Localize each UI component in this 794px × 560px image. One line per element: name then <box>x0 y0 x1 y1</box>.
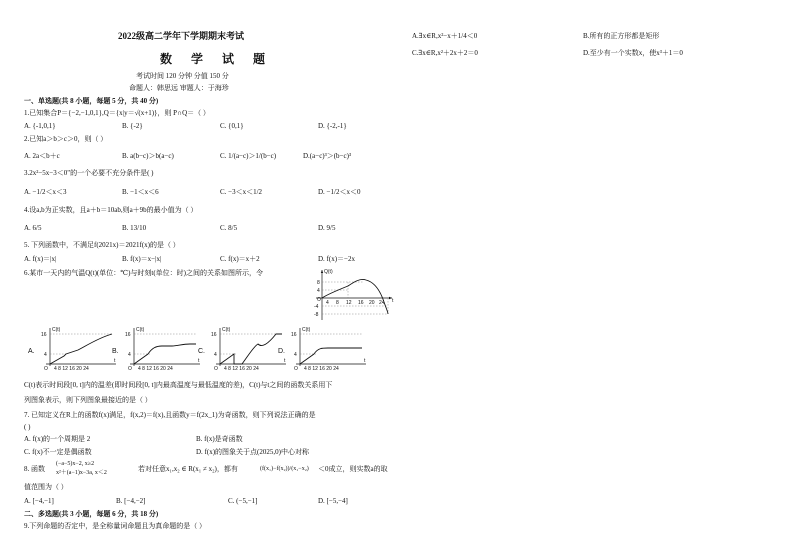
svg-text:4 8 12 16 20 24: 4 8 12 16 20 24 <box>54 366 89 372</box>
q8-option-b: B. [−4,−2] <box>116 497 146 505</box>
q4-option-c: C. 8/5 <box>220 224 238 232</box>
q3-option-d: D. −1/2＜x＜0 <box>318 188 361 196</box>
q4-option-a: A. 6/5 <box>24 224 42 232</box>
exam-info-time: 考试时间 120 分钟 分值 150 分 <box>136 72 229 80</box>
q4-option-d: D. 9/5 <box>318 224 336 232</box>
temperature-graph <box>308 268 394 320</box>
x-tick-4: 4 <box>326 300 329 306</box>
svg-text:C(t): C(t) <box>52 327 61 333</box>
q1-option-d: D. {-2,-1} <box>318 122 347 130</box>
x-tick-8: 8 <box>336 300 339 306</box>
x-tick-12: 12 <box>346 300 352 306</box>
q3-option-a: A. −1/2＜x＜3 <box>24 188 67 196</box>
question-1: 1.已知集合P＝{−2,−1,0,1},Q＝{x|y＝√(x+1)}，则 P∩Q＝（ ） <box>24 109 210 117</box>
q2-option-a: A. 2a＜b＋c <box>24 152 60 160</box>
graph-letter-d: D. <box>278 348 285 355</box>
y-tick-neg4: -4 <box>314 304 319 310</box>
graph-d-curve <box>300 348 362 364</box>
svg-text:16: 16 <box>41 332 47 338</box>
q3-option-c: C. −3＜x＜1/2 <box>220 188 263 196</box>
option-graph-b <box>110 326 202 370</box>
question-7: 7. 已知定义在R上的函数f(x)满足，f(x,2)＝f(x),且函数y＝f(2x_1)为奇函数，则下列说法正确的是 <box>24 411 316 419</box>
svg-text:t: t <box>364 358 366 364</box>
graph-letter-a: A. <box>28 348 35 355</box>
graph-a-curve <box>50 334 112 364</box>
x-tick-24: 24 <box>379 300 385 306</box>
q2-option-b: B. a(b−c)＞b(a−c) <box>122 152 174 160</box>
svg-text:C(t): C(t) <box>136 327 145 333</box>
q5-option-b: B. f(x)＝x−|x| <box>122 255 162 263</box>
question-3: 3.2x²−5x−3＜0"的一个必要不充分条件是( ) <box>24 169 154 177</box>
q1-option-a: A. {-1,0,1} <box>24 122 56 130</box>
q7-option-c: C. f(x)不一定是偶函数 <box>24 448 92 456</box>
question-2: 2.已知a＞b＞c＞0，则（ ） <box>24 135 108 143</box>
question-5: 5. 下列函数中，不满足f(2021x)＝2021f(x)的是（ ） <box>24 241 180 249</box>
option-graph-c <box>196 326 288 370</box>
q8-piece-1: (−a−5)x−2, x≥2 <box>56 461 95 467</box>
q1-option-b: B. {-2} <box>122 122 143 130</box>
svg-text:4 8 12 16 20 24: 4 8 12 16 20 24 <box>304 366 339 372</box>
subject-title: 数 学 试 题 <box>160 52 274 66</box>
q3-option-b: B. −1＜x＜6 <box>122 188 159 196</box>
y-tick-8: 8 <box>317 280 320 286</box>
svg-text:4: 4 <box>44 352 47 358</box>
q9-option-b: B.所有的正方形都是矩形 <box>583 32 660 40</box>
svg-text:16: 16 <box>211 332 217 338</box>
origin-label: O <box>317 297 321 303</box>
q5-option-a: A. f(x)＝|x| <box>24 255 57 263</box>
svg-text:4: 4 <box>214 352 217 358</box>
svg-text:4 8 12 16 20 24: 4 8 12 16 20 24 <box>138 366 173 372</box>
question-4: 4.设a,b为正实数，且a＋b＝10ab,则a＋9b的最小值为（ ） <box>24 206 198 214</box>
q8-option-a: A. [−4,−1] <box>24 497 54 505</box>
svg-text:O: O <box>294 366 298 372</box>
svg-text:t: t <box>198 358 200 364</box>
q4-option-b: B. 13/10 <box>122 224 147 232</box>
svg-text:4 8 12 16 20 24: 4 8 12 16 20 24 <box>224 366 259 372</box>
q8-piece-2: x²＋(a−1)x−3a, x＜2 <box>56 470 107 476</box>
svg-text:4: 4 <box>128 352 131 358</box>
question-8-start: 8. 函数 <box>24 465 45 473</box>
section-single-choice: 一、单选题(共 8 小题，每题 5 分，共 40 分) <box>24 97 159 105</box>
graph-letter-c: C. <box>198 348 205 355</box>
t-axis-label: t <box>392 298 394 304</box>
svg-text:t: t <box>114 358 116 364</box>
graph-c-curve <box>220 334 282 364</box>
option-graph-d <box>276 326 368 370</box>
svg-text:O: O <box>128 366 132 372</box>
q7-option-d: D. f(x)的图象关于点(2025,0)中心对称 <box>196 448 309 456</box>
question-9: 9.下列命题的否定中，是全称量词命题且为真命题的是（ ） <box>24 522 206 530</box>
question-8-end: ＜0成立，则实数a的取 <box>318 465 388 473</box>
q9-option-a: A.∃x∈R,x²−x＋1/4＜0 <box>412 32 478 40</box>
q2-option-d: D.(a−c)³＞(b−c)³ <box>303 152 352 160</box>
q9-option-c: C.∃x∈R,x²＋2x＋2＝0 <box>412 49 478 57</box>
q8-option-d: D. [−5,−4] <box>318 497 348 505</box>
q5-option-d: D. f(x)＝−2x <box>318 255 355 263</box>
svg-text:O: O <box>214 366 218 372</box>
question-7-paren: ( ) <box>24 423 31 431</box>
exam-info-authors: 命题人：韩思远 审题人：于海珍 <box>129 84 229 92</box>
q8-fraction: (f(x₁)−f(x₂))/(x₁−x₂) <box>260 466 309 472</box>
exam-title: 2022级高二学年下学期期末考试 <box>118 31 245 41</box>
question-6-tail-2: 列图象表示，则下列图象最接近的是（ ） <box>24 396 152 404</box>
y-tick-neg8: -8 <box>314 312 319 318</box>
x-tick-20: 20 <box>369 300 375 306</box>
svg-text:16: 16 <box>125 332 131 338</box>
svg-text:4: 4 <box>294 352 297 358</box>
q-axis-label: Q(t) <box>324 269 333 275</box>
q1-option-c: C. {0,1} <box>220 122 244 130</box>
q7-option-a: A. f(x)的一个周期是 2 <box>24 435 91 443</box>
temperature-curve <box>322 279 388 314</box>
y-tick-4: 4 <box>317 288 320 294</box>
svg-text:C(t): C(t) <box>302 327 311 333</box>
q7-option-b: B. f(x)是奇函数 <box>196 435 243 443</box>
svg-text:C(t): C(t) <box>222 327 231 333</box>
question-8-mid: 若对任意x₁,x₂ ∈ R(x₁ ≠ x₂)，都有 <box>138 465 238 473</box>
graph-letter-b: B. <box>112 348 119 355</box>
svg-text:t: t <box>284 358 286 364</box>
q5-option-c: C. f(x)＝x＋2 <box>220 255 260 263</box>
svg-text:16: 16 <box>291 332 297 338</box>
question-8-tail: 值范围为（ ） <box>24 483 68 491</box>
option-graph-a <box>26 326 118 370</box>
x-tick-16: 16 <box>358 300 364 306</box>
svg-text:O: O <box>44 366 48 372</box>
q8-option-c: C. (−5,−1] <box>228 497 258 505</box>
question-6: 6.某市一天内的气温Q(t)(单位：℃)与时刻t(单位：时)之间的关系如图所示，令 <box>24 269 264 277</box>
question-6-tail-1: C(t)表示时间段[0, t]内的温差(即时间段[0, t]内最高温度与最低温度的差)，C(t)与t之间的函数关系用下 <box>24 381 333 389</box>
section-multi-choice: 二、多选题(共 3 小题，每题 6 分，共 18 分) <box>24 510 159 518</box>
q9-option-d: D.至少有一个实数x，使x³＋1＝0 <box>583 49 683 57</box>
q2-option-c: C. 1/(a−c)＞1/(b−c) <box>220 152 277 160</box>
